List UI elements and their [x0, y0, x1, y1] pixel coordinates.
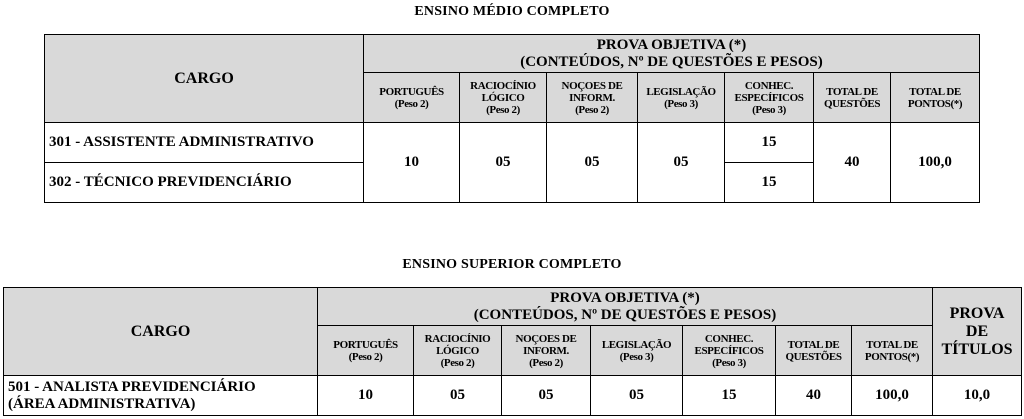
col-header-portugues: PORTUGUÊS (Peso 2): [318, 326, 414, 376]
col-header-legislacao: LEGISLAÇÃO (Peso 3): [591, 326, 683, 376]
prova-line1: PROVA OBJETIVA (*): [550, 289, 700, 306]
prova-objetiva-header: [364, 35, 980, 73]
col-header-especificos: CONHEC. ESPECÍFICOS (Peso 3): [725, 73, 814, 123]
value-raciocinio: 05: [414, 376, 502, 416]
cargo-header: CARGO: [45, 35, 364, 123]
table-medio: [44, 34, 980, 203]
value-total-questoes: 40: [814, 123, 891, 203]
col-header-especificos: CONHEC. ESPECÍFICOS (Peso 3): [683, 326, 776, 376]
value-legislacao: 05: [591, 376, 683, 416]
prova-titulos-header: PROVA DE TÍTULOS: [933, 288, 1022, 376]
value-legislacao: 05: [638, 123, 725, 203]
value-informatica: 05: [502, 376, 591, 416]
value-total-pontos: 100,0: [852, 376, 933, 416]
value-total-questoes: 40: [776, 376, 852, 416]
prova-line2: (CONTEÚDOS, Nº DE QUESTÕES E PESOS): [473, 306, 777, 323]
cargo-cell: 301 - ASSISTENTE ADMINISTRATIVO: [45, 123, 364, 163]
col-header-portugues: PORTUGUÊS (Peso 2): [364, 73, 460, 123]
value-especificos: 15: [725, 123, 814, 163]
prova-objetiva-header: [318, 288, 933, 326]
col-header-informatica: NOÇOES DE INFORM. (Peso 2): [547, 73, 638, 123]
value-portugues: 10: [318, 376, 414, 416]
value-titulos: 10,0: [933, 376, 1022, 416]
table-superior: [3, 287, 1022, 416]
col-header-raciocinio: RACIOCÍNIO LÓGICO (Peso 2): [414, 326, 502, 376]
value-especificos: 15: [683, 376, 776, 416]
prova-line1: PROVA OBJETIVA (*): [596, 36, 747, 53]
section-title-superior: ENSINO SUPERIOR COMPLETO: [402, 257, 622, 272]
col-header-legislacao: LEGISLAÇÃO (Peso 3): [638, 73, 725, 123]
prova-line2: (CONTEÚDOS, Nº DE QUESTÕES E PESOS): [520, 53, 823, 70]
section-title-medio: ENSINO MÉDIO COMPLETO: [414, 4, 610, 19]
cargo-cell: 302 - TÉCNICO PREVIDENCIÁRIO: [45, 163, 364, 203]
col-header-informatica: NOÇOES DE INFORM. (Peso 2): [502, 326, 591, 376]
value-especificos: 15: [725, 163, 814, 203]
value-raciocinio: 05: [460, 123, 547, 203]
value-portugues: 10: [364, 123, 460, 203]
col-header-total-pontos: TOTAL DE PONTOS(*): [852, 326, 933, 376]
col-header-total-questoes: TOTAL DE QUESTÕES: [814, 73, 891, 123]
col-header-total-pontos: TOTAL DE PONTOS(*): [891, 73, 980, 123]
value-total-pontos: 100,0: [891, 123, 980, 203]
cargo-cell: 501 - ANALISTA PREVIDENCIÁRIO (ÁREA ADMINISTRATIVA): [4, 376, 318, 416]
col-header-total-questoes: TOTAL DE QUESTÕES: [776, 326, 852, 376]
col-header-raciocinio: RACIOCÍNIO LÓGICO (Peso 2): [460, 73, 547, 123]
cargo-header: CARGO: [4, 288, 318, 376]
value-informatica: 05: [547, 123, 638, 203]
